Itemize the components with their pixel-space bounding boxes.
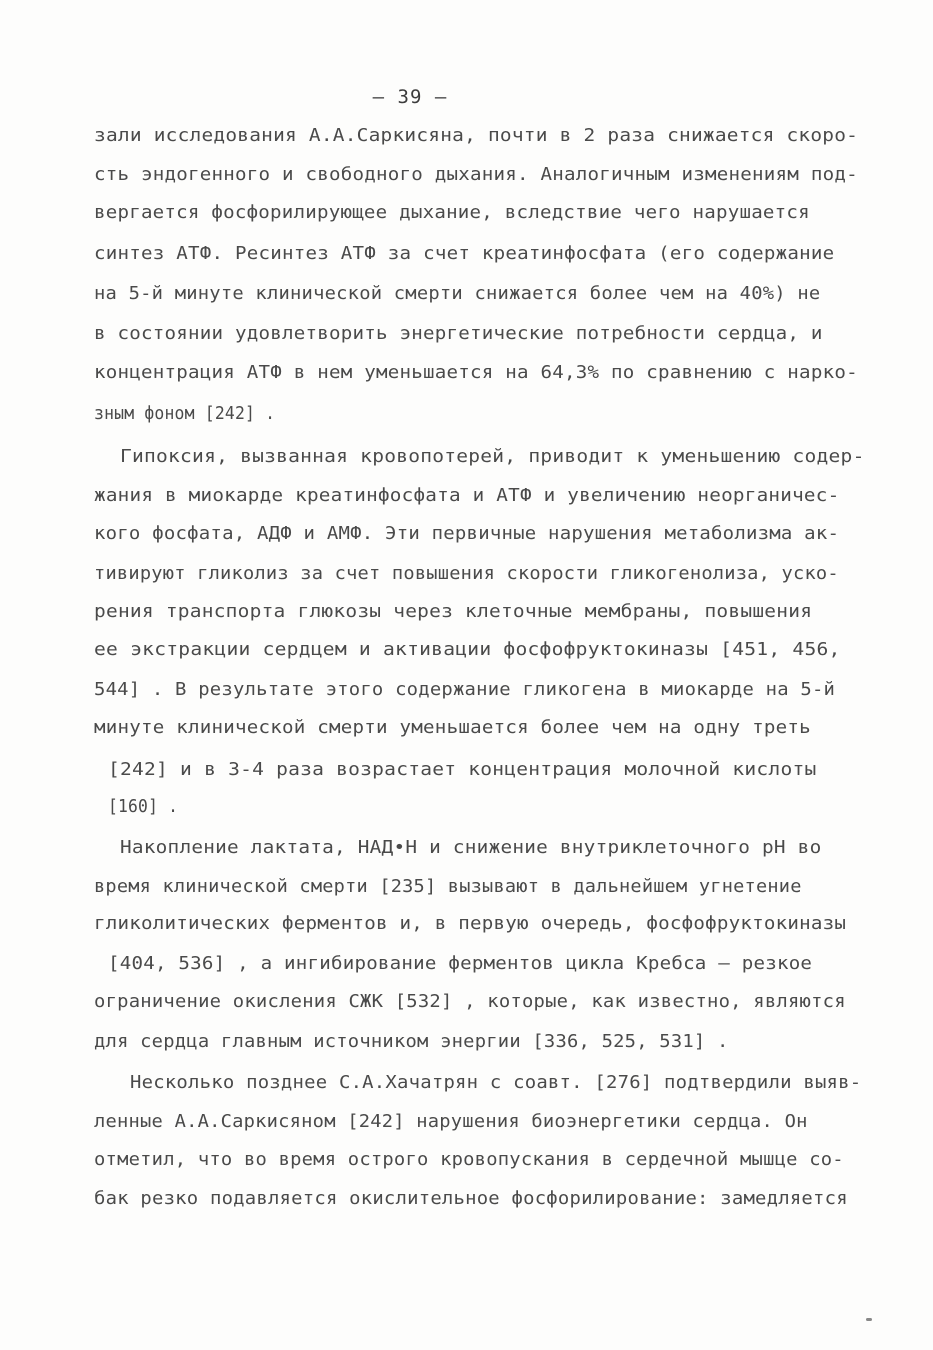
- text-line: отметил, что во время острого кровопускания в сердечной мышце со-: [94, 1150, 844, 1170]
- page-number: – 39 –: [372, 86, 448, 108]
- text-line: на 5-й минуте клинической смерти снижается более чем на 40%) не: [94, 284, 821, 304]
- text-line: кого фосфата, АДФ и АМФ. Эти первичные нарушения метаболизма ак-: [94, 524, 840, 544]
- text-line: синтез АТФ. Ресинтез АТФ за счет креатинфосфата (его содержание: [94, 244, 835, 264]
- text-line: Накопление лактата, НАД•Н и снижение внутриклеточного рН во: [120, 838, 822, 858]
- text-line: жания в миокарде креатинфосфата и АТФ и увеличению неорганичес-: [94, 486, 840, 506]
- scan-speck: [866, 1318, 872, 1321]
- text-line: ленные А.А.Саркисяном [242] нарушения биоэнергетики сердца. Он: [94, 1112, 808, 1132]
- text-line: концентрация АТФ в нем уменьшается на 64,3% по сравнению с нарко-: [94, 363, 858, 383]
- text-line: Несколько позднее С.А.Хачатрян с соавт. [276] подтвердили выяв-: [130, 1073, 862, 1093]
- text-line: [160] .: [108, 797, 179, 817]
- text-line: ограничение окисления СЖК [532] , которые, как известно, являются: [94, 992, 846, 1012]
- text-line: вергается фосфорилирующее дыхание, вследствие чего нарушается: [94, 203, 810, 223]
- text-line: время клинической смерти [235] вызывают в дальнейшем угнетение: [94, 877, 802, 897]
- text-line: для сердца главным источником энергии [336, 525, 531] .: [94, 1032, 729, 1052]
- text-line: Гипоксия, вызванная кровопотерей, приводит к уменьшению содер-: [120, 447, 865, 467]
- text-line: бак резко подавляется окислительное фосфорилирование: замедляется: [94, 1189, 848, 1209]
- text-line: ее экстракции сердцем и активации фосфофруктокиназы [451, 456,: [94, 640, 841, 660]
- text-line: [242] и в 3-4 раза возрастает концентрация молочной кислоты: [108, 760, 817, 780]
- text-line: зным фоном [242] .: [94, 404, 276, 424]
- text-line: рения транспорта глюкозы через клеточные мембраны, повышения: [94, 602, 813, 622]
- text-line: 544] . В результате этого содержание гликогена в миокарде на 5-й: [94, 680, 836, 700]
- text-line: зали исследования А.А.Саркисяна, почти в 2 раза снижается скоро-: [94, 126, 859, 146]
- text-line: сть эндогенного и свободного дыхания. Аналогичным изменениям под-: [94, 165, 858, 185]
- text-line: минуте клинической смерти уменьшается более чем на одну треть: [94, 718, 811, 738]
- text-line: [404, 536] , а ингибирование ферментов цикла Кребса – резкое: [108, 954, 813, 974]
- text-line: тивируют гликолиз за счет повышения скорости гликогенолиза, уско-: [94, 564, 839, 584]
- text-line: гликолитических ферментов и, в первую очередь, фосфофруктокиназы: [94, 914, 847, 934]
- text-line: в состоянии удовлетворить энергетические потребности сердца, и: [94, 324, 823, 344]
